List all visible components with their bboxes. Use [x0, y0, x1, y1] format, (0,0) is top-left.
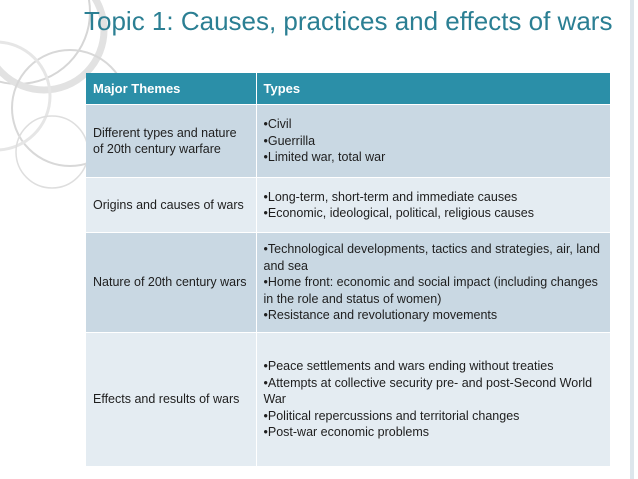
- types-cell: [256, 233, 610, 333]
- type-item: •Political repercussions and territorial changes: [263, 408, 520, 423]
- column-header-major-themes: Major Themes: [86, 73, 256, 105]
- table-row: [86, 105, 610, 178]
- slide-title: Topic 1: Causes, practices and effects of wars: [84, 6, 613, 36]
- themes-table: [86, 73, 610, 466]
- type-item: •Technological developments, tactics and strategies, air, land and sea: [263, 242, 601, 273]
- type-item: •Home front: economic and social impact (including changes in the role and status of women): [263, 275, 598, 306]
- type-item: •Long-term, short-term and immediate causes: [263, 189, 518, 204]
- theme-cell: Origins and causes of wars: [86, 178, 256, 233]
- type-item: •Economic, ideological, political, religious causes: [263, 206, 534, 220]
- table-row: [86, 333, 610, 467]
- type-item: •Peace settlements and wars ending without treaties: [263, 359, 554, 374]
- type-item: •Resistance and revolutionary movements: [263, 308, 498, 323]
- type-item: •Attempts at collective security pre- and post-Second World War: [263, 375, 593, 407]
- type-item: •Limited war, total war: [263, 150, 386, 165]
- column-header-types: Types: [256, 73, 610, 105]
- table-row: [86, 233, 610, 333]
- types-cell: [256, 105, 610, 178]
- theme-cell: Different types and nature of 20th century warfare: [86, 105, 256, 178]
- type-item: •Guerrilla: [263, 133, 316, 148]
- type-item: •Civil: [263, 117, 292, 132]
- table-row: [86, 178, 610, 233]
- types-cell: [256, 333, 610, 467]
- type-item: •Post-war economic problems: [263, 425, 430, 440]
- theme-cell: Nature of 20th century wars: [86, 233, 256, 333]
- table-header-row: [86, 73, 610, 105]
- theme-cell: Effects and results of wars: [86, 333, 256, 467]
- types-cell: [256, 178, 610, 233]
